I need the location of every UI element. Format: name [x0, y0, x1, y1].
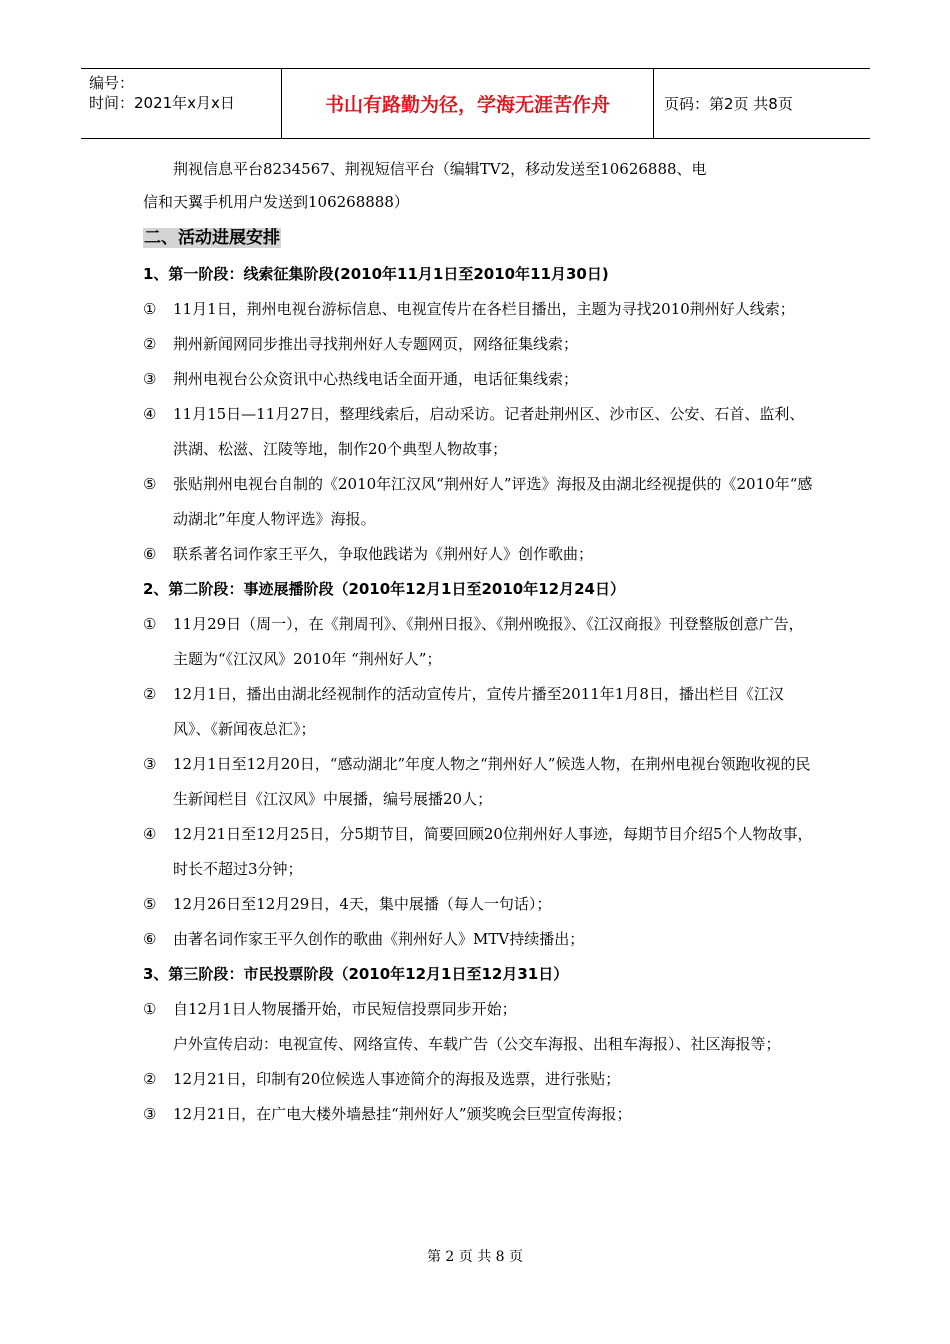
list-item: ③ 12月21日，在广电大楼外墙悬挂“荆州好人”颁奖晚会巨型宣传海报；	[143, 1105, 632, 1123]
list-item: 户外宣传启动：电视宣传、网络宣传、车载广告（公交车海报、出租车海报）、社区海报等；	[173, 1035, 781, 1053]
list-item: ⑤ 12月26日至12月29日，4天，集中展播（每人一句话）；	[143, 895, 552, 913]
header-meta	[81, 69, 282, 138]
list-item: ② 12月1日，播出由湖北经视制作的活动宣传片，宣传片播至2011年1月8日，播出栏目《江汉风》、《新闻夜总汇》；	[143, 685, 784, 738]
page-header	[81, 68, 870, 139]
list-item: ① 自12月1日人物展播开始，市民短信投票同步开始；	[143, 1000, 517, 1018]
doc-number-label: 编号：	[89, 74, 135, 92]
header-motto: 书山有路勤为径，学海无涯苦作舟	[282, 69, 654, 138]
intro-line-2: 信和天翼手机用户发送到106268888）	[143, 193, 409, 211]
list-item: ⑥ 联系著名词作家王平久，争取他践诺为《荆州好人》创作歌曲；	[143, 545, 594, 563]
page-footer: 第 2 页 共 8 页	[426, 1249, 524, 1265]
list-item: ② 荆州新闻网同步推出寻找荆州好人专题网页，网络征集线索；	[143, 335, 579, 353]
list-item: ⑤ 张贴荆州电视台自制的《2010年江汉风“荆州好人”评选》海报及由湖北经视提供的《2010年“感动湖北”年度人物评选》海报。	[143, 475, 813, 528]
list-item: ⑥ 由著名词作家王平久创作的歌曲《荆州好人》MTV持续播出；	[143, 930, 585, 948]
list-item: ③ 荆州电视台公众资讯中心热线电话全面开通，电话征集线索；	[143, 370, 579, 388]
document-body	[143, 152, 813, 1132]
list-item: ③ 12月1日至12月20日，“感动湖北”年度人物之“荆州好人”候选人物，在荆州电视台领跑收视的民生新闻栏目《江汉风》中展播，编号展播20人；	[143, 755, 811, 808]
section-title: 二、活动进展安排	[144, 228, 280, 248]
doc-time-label: 时间：2021年x月x日	[89, 94, 235, 112]
phase-title: 2、第二阶段：事迹展播阶段（2010年12月1日至2010年12月24日）	[143, 580, 625, 598]
list-item: ④ 11月15日—11月27日，整理线索后，启动采访。记者赴荆州区、沙市区、公安、石首、监利、洪湖、松滋、江陵等地，制作20个典型人物故事；	[143, 405, 805, 458]
header-page-info: 页码：第2页 共8页	[664, 95, 793, 113]
list-item: ① 11月29日（周一），在《荆周刊》、《荆州日报》、《荆州晚报》、《江汉商报》刊登整版创意广告，主题为“《江汉风》2010年 “荆州好人”；	[143, 615, 804, 668]
list-item: ① 11月1日，荆州电视台游标信息、电视宣传片在各栏目播出，主题为寻找2010荆州好人线索；	[143, 300, 795, 318]
list-item: ④ 12月21日至12月25日，分5期节目，简要回顾20位荆州好人事迹，每期节目介绍5个人物故事，时长不超过3分钟；	[143, 825, 813, 878]
phase-title: 3、第三阶段：市民投票阶段（2010年12月1日至12月31日）	[143, 965, 569, 983]
phase-title: 1、第一阶段：线索征集阶段(2010年11月1日至2010年11月30日)	[143, 265, 609, 283]
intro-line-1: 荆视信息平台8234567、荆视短信平台（编辑TV2，移动发送至10626888、电	[173, 160, 707, 178]
list-item: ② 12月21日，印制有20位候选人事迹简介的海报及选票，进行张贴；	[143, 1070, 621, 1088]
